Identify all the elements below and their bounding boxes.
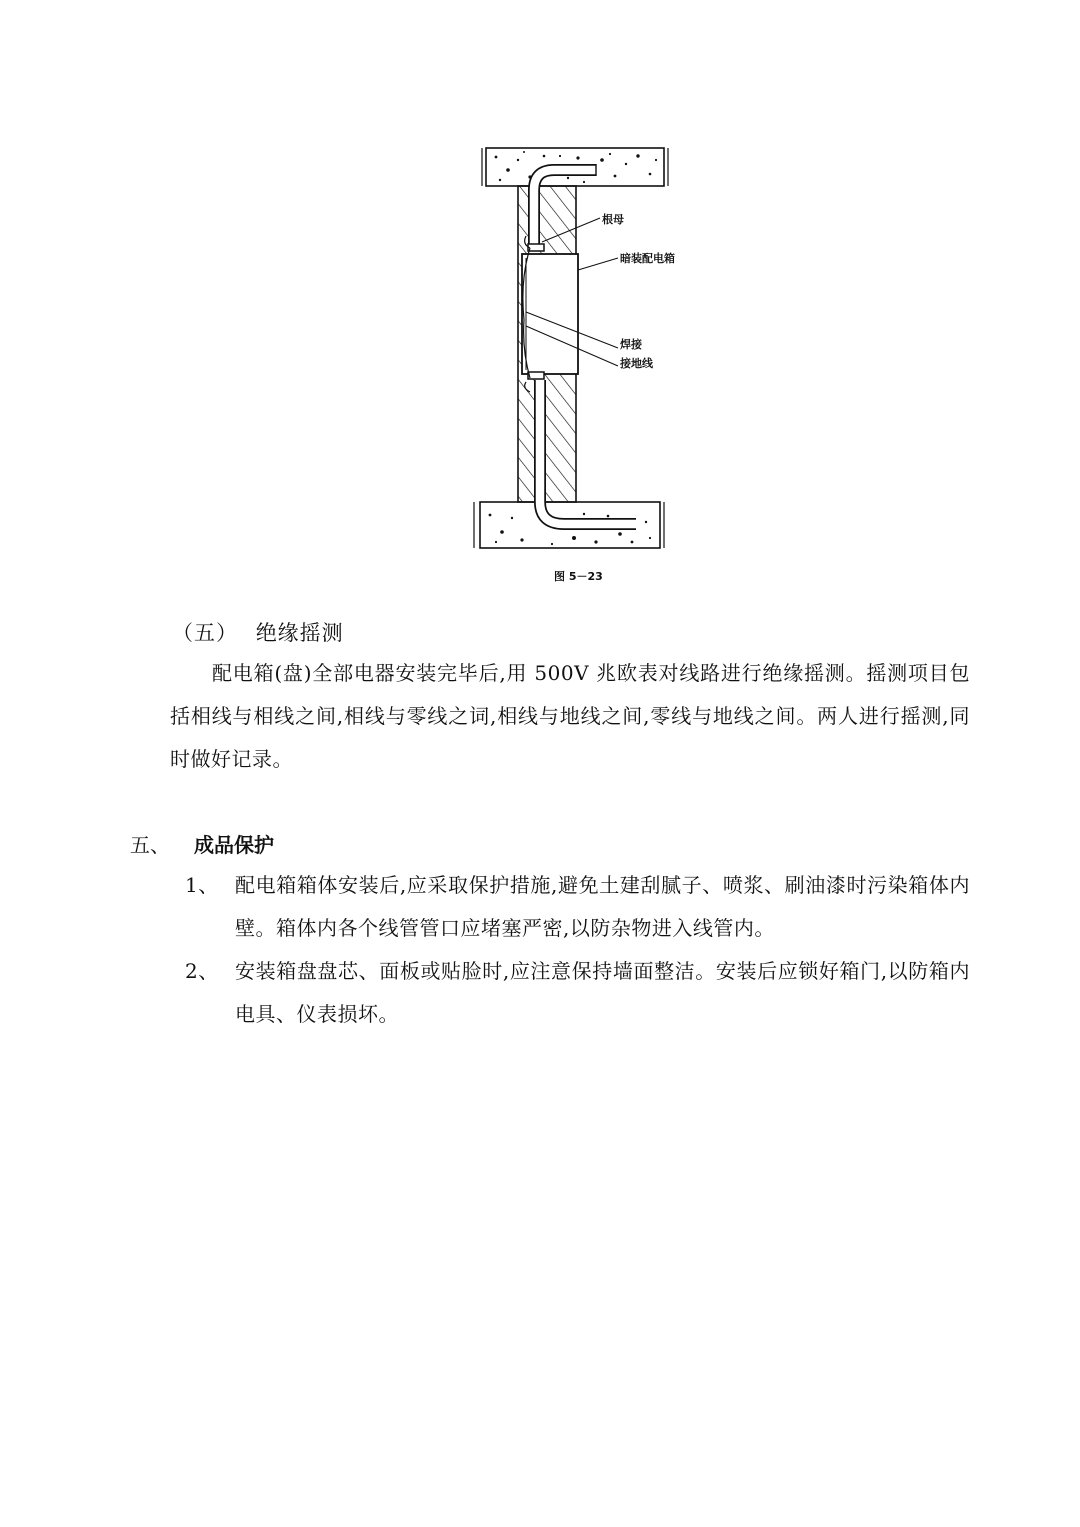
list-item-number: 1、: [185, 873, 219, 897]
label-weld: 焊接: [620, 338, 642, 351]
subsection-heading: [172, 617, 344, 647]
label-box: 暗装配电箱: [620, 252, 675, 265]
figure-caption: 图 5－23: [554, 570, 603, 583]
list-item: [185, 950, 970, 1036]
section-title: 成品保护: [194, 833, 274, 857]
list-item-text: 安装箱盘盘芯、面板或贴脸时,应注意保持墙面整洁。安装后应锁好箱门,以防箱内电具、仪表损坏。: [235, 959, 970, 1026]
protection-list: [185, 864, 970, 1036]
section-heading: [130, 829, 274, 858]
list-item: [185, 864, 970, 950]
insulation-test-paragraph: 配电箱(盘)全部电器安装完毕后,用 500V 兆欧表对线路进行绝缘摇测。摇测项目包括相线与相线之间,相线与零线之词,相线与地线之间,零线与地线之间。两人进行摇测,同时做好记录。: [170, 661, 970, 771]
subsection-title: 绝缘摇测: [255, 621, 344, 645]
section-number: 五、: [130, 833, 170, 857]
installation-diagram: [460, 130, 700, 590]
installation-figure: [460, 130, 700, 590]
list-item-text: 配电箱箱体安装后,应采取保护措施,避免土建刮腻子、喷浆、刷油漆时污染箱体内壁。箱体内各个线管管口应堵塞严密,以防杂物进入线管内。: [235, 873, 970, 940]
list-item-number: 2、: [185, 959, 219, 983]
label-ground: 接地线: [620, 357, 653, 370]
label-nut: 根母: [602, 213, 624, 226]
subsection-number: （五）: [172, 621, 238, 645]
